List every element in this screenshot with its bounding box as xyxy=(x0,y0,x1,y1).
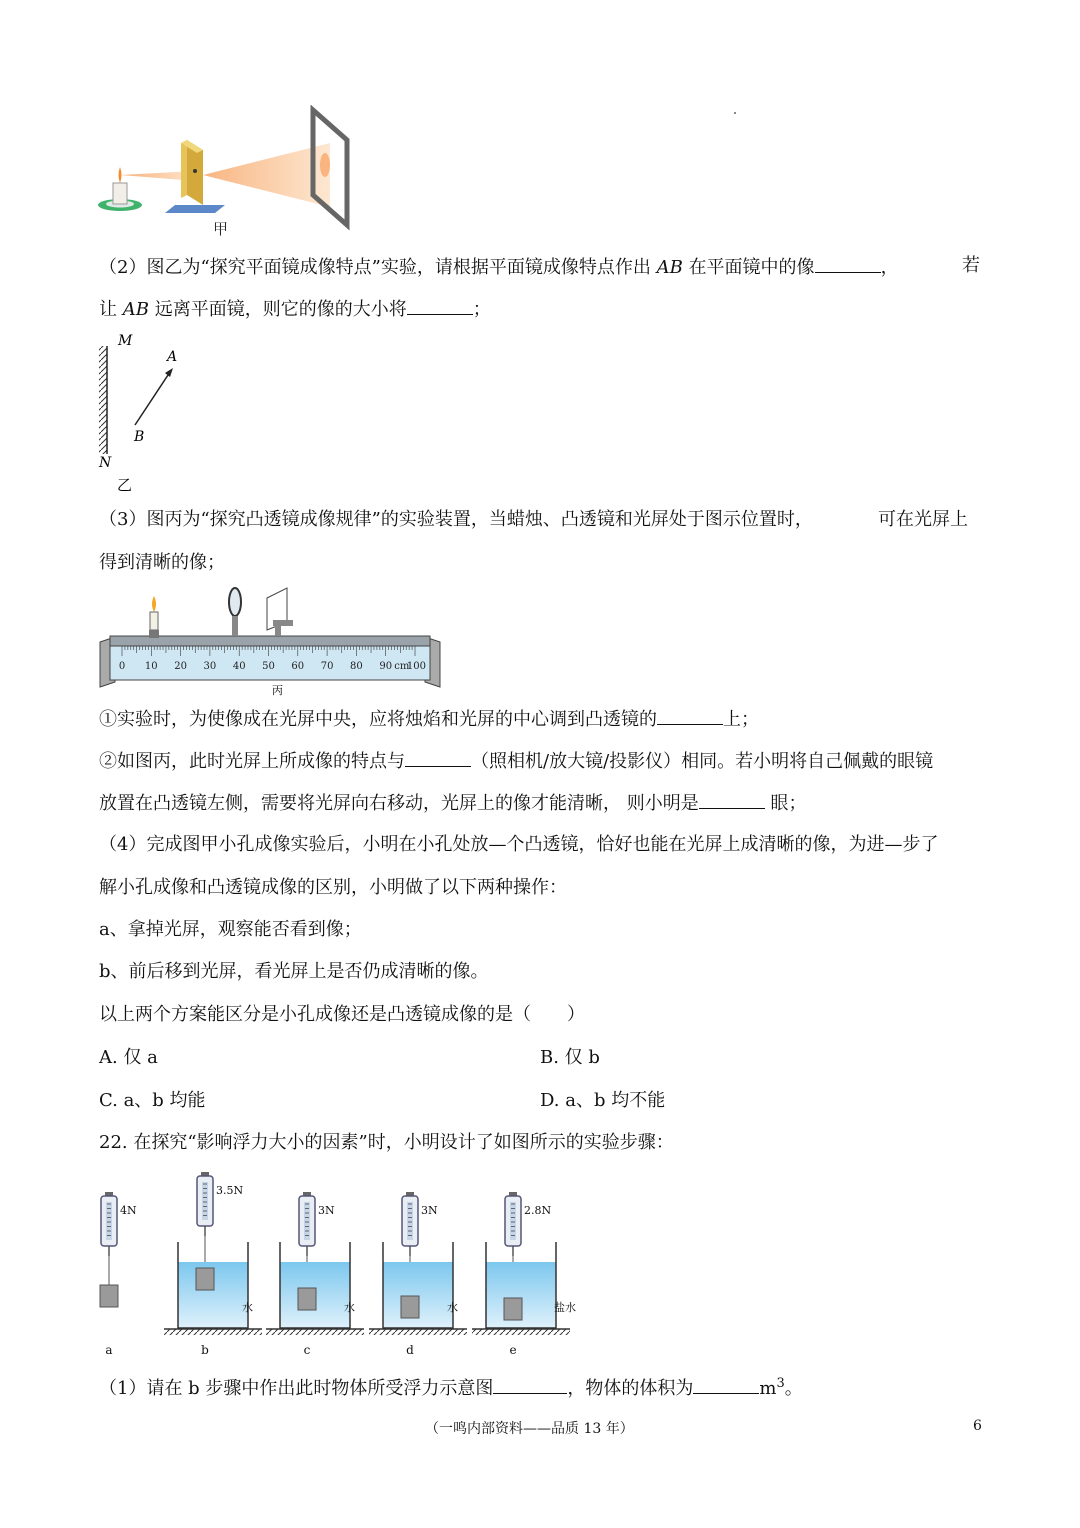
scale-reading: 2.8N xyxy=(524,1204,552,1217)
q4-op-a: a、拿掉光屏，观察能否看到像； xyxy=(99,919,362,940)
scale-reading: 3N xyxy=(318,1204,335,1217)
footer-text: （一鸣内部资料——品质 13 年） xyxy=(425,1421,634,1437)
q22-title: 22. 在探究“影响浮力大小的因素”时，小明设计了如图所示的实验步骤： xyxy=(99,1132,674,1153)
metal-block xyxy=(196,1268,214,1290)
q3-sub1: ①实验时，为使像成在光屏中央，应将烛焰和光屏的中心调到凸透镜的 上； xyxy=(99,706,759,732)
ruler-label: 60 xyxy=(291,661,305,672)
metal-block xyxy=(401,1296,419,1318)
buoyancy-step-a xyxy=(100,1192,137,1357)
figure-jia xyxy=(95,105,365,240)
step-label: c xyxy=(303,1343,311,1357)
step-label: a xyxy=(105,1343,113,1357)
figure-yi-label: 乙 xyxy=(117,476,133,494)
buoyancy-step-c xyxy=(266,1192,364,1357)
buoyancy-step-b xyxy=(164,1172,262,1357)
q3-blank-eye[interactable] xyxy=(699,790,765,809)
q4-option-b[interactable]: B. 仅 b xyxy=(540,1047,600,1068)
ruler-label: 20 xyxy=(174,661,187,672)
ruler-label: 80 xyxy=(350,661,363,672)
q22-blank-volume[interactable] xyxy=(693,1375,759,1394)
ruler-label: cm xyxy=(394,661,410,672)
ruler-label: 40 xyxy=(232,661,246,672)
figure-bing-label: 丙 xyxy=(272,684,283,697)
q3-line1: （3）图丙为“探究凸透镜成像规律”的实验装置，当蜡烛、凸透镜和光屏处于图示位置时， xyxy=(99,509,813,530)
ruler-label: 30 xyxy=(203,661,217,672)
q3-line1-end: 可在光屏上 xyxy=(878,509,968,530)
mirror-label-n: N xyxy=(99,455,112,471)
q4-option-d[interactable]: D. a、b 均不能 xyxy=(540,1090,666,1111)
q3-blank-device[interactable] xyxy=(405,748,471,767)
q4-line1: （4）完成图甲小孔成像实验后，小明在小孔处放—个凸透镜，恰好也能在光屏上成清晰的像，为进—步了 xyxy=(99,834,939,855)
step-label: b xyxy=(201,1343,209,1357)
q4-option-a[interactable]: A. 仅 a xyxy=(99,1047,158,1068)
q2-line1-end: 若 xyxy=(962,255,980,276)
ruler-label: 70 xyxy=(320,661,334,672)
metal-block xyxy=(100,1285,118,1307)
liquid-label: 水 xyxy=(242,1301,253,1314)
step-label: e xyxy=(509,1343,517,1357)
ruler-label: 90 xyxy=(379,661,393,672)
point-label-b: B xyxy=(134,429,145,445)
page-number: 6 xyxy=(973,1418,982,1434)
q3-sub2-line1: ②如图丙，此时光屏上所成像的特点与 （照相机/放大镜/投影仪）相同。若小明将自己佩戴的眼镜 xyxy=(99,748,933,774)
q3-line2: 得到清晰的像； xyxy=(99,552,225,573)
liquid-label: 盐水 xyxy=(554,1301,576,1314)
figure-bing xyxy=(95,582,450,700)
ruler-label: 0 xyxy=(118,661,126,672)
scale-reading: 3.5N xyxy=(216,1184,244,1197)
ruler-label: 50 xyxy=(262,661,275,672)
metal-block xyxy=(504,1298,522,1320)
q3-blank-axis[interactable] xyxy=(657,706,723,725)
mirror-label-m: M xyxy=(118,333,133,349)
scale-reading: 4N xyxy=(120,1204,137,1217)
q22-sub1: （1）请在 b 步骤中作出此时物体所受浮力示意图 ，物体的体积为 $m^3$。 xyxy=(99,1376,803,1399)
buoyancy-step-d xyxy=(369,1192,467,1357)
q4-line2: 解小孔成像和凸透镜成像的区别，小明做了以下两种操作： xyxy=(99,877,567,898)
q22-blank-force[interactable] xyxy=(493,1375,567,1394)
ruler-label: 100 xyxy=(406,661,427,672)
figure-yi xyxy=(95,330,215,495)
buoyancy-step-e xyxy=(472,1192,576,1357)
figure-buoyancy xyxy=(95,1170,595,1360)
metal-block xyxy=(298,1288,316,1310)
liquid-label: 水 xyxy=(447,1301,458,1314)
q2-line2: 让 AB 远离平面镜，则它的像的大小将 ； xyxy=(99,296,491,322)
scale-reading: 3N xyxy=(421,1204,438,1217)
q4-question: 以上两个方案能区分是小孔成像还是凸透镜成像的是（ ） xyxy=(99,1004,585,1025)
q3-sub2-line2: 放置在凸透镜左侧，需要将光屏向右移动，光屏上的像才能清晰， 则小明是 眼； xyxy=(99,790,806,816)
q2-blank-size[interactable] xyxy=(407,296,473,315)
step-label: d xyxy=(406,1343,414,1357)
q2-line1: （2）图乙为“探究平面镜成像特点”实验，请根据平面镜成像特点作出 AB 在平面镜中的像 ， xyxy=(99,254,899,280)
point-label-a: A xyxy=(167,349,178,365)
q4-option-c[interactable]: C. a、b 均能 xyxy=(99,1090,206,1111)
figure-top-dot xyxy=(734,112,736,114)
liquid-label: 水 xyxy=(344,1301,355,1314)
q4-op-b: b、前后移到光屏，看光屏上是否仍成清晰的像。 xyxy=(99,961,489,982)
figure-jia-label: 甲 xyxy=(213,220,229,238)
ruler-label: 10 xyxy=(144,661,158,672)
q2-blank-image[interactable] xyxy=(815,254,881,273)
